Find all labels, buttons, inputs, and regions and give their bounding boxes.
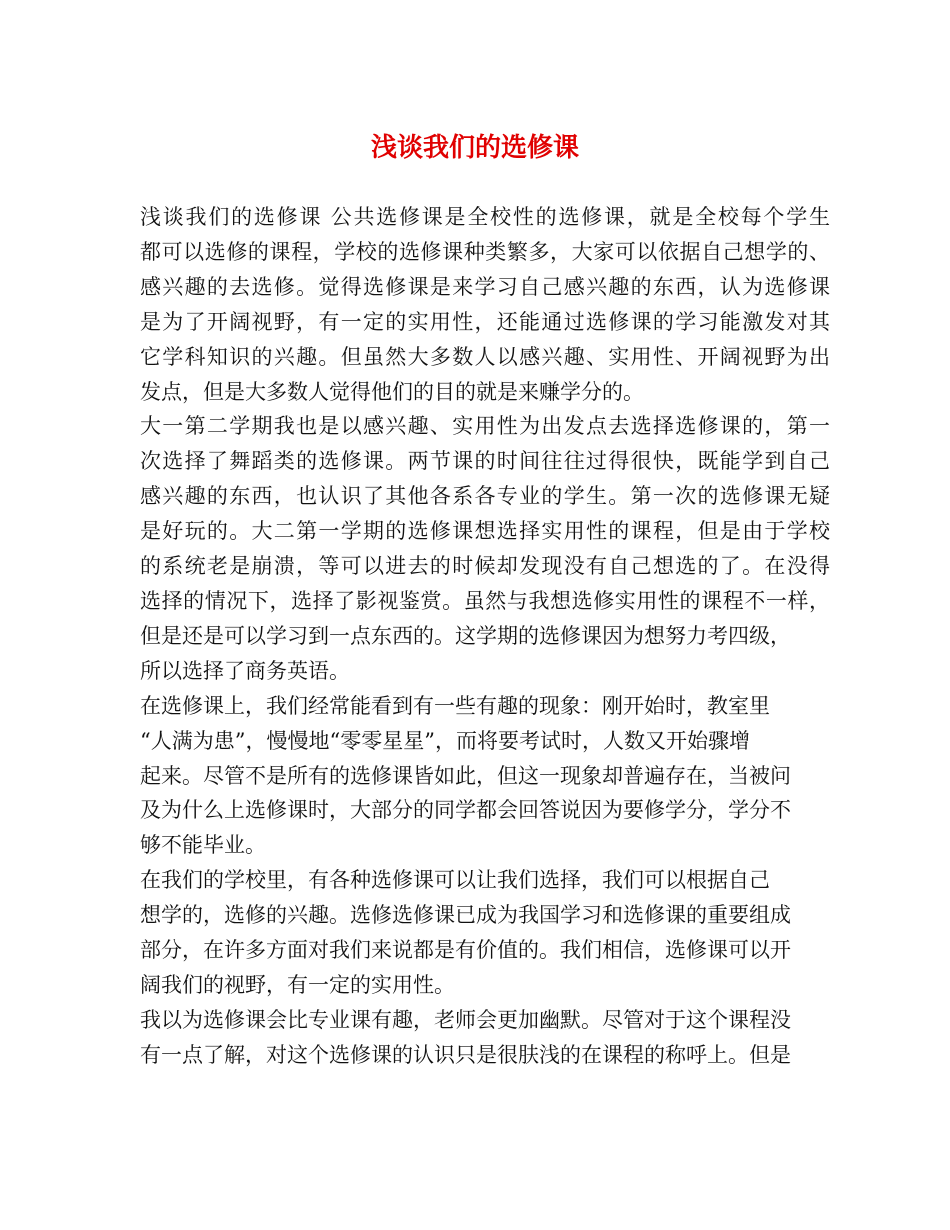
text-line: 我以为选修课会比专业课有趣，老师会更加幽默。尽管对于这个课程没	[140, 1007, 791, 1032]
text-line: 感兴趣的去选修。觉得选修课是来学习自己感兴趣的东西，认为选修课	[140, 274, 830, 299]
text-line: 次选择了舞蹈类的选修课。两节课的时间往往过得很快，既能学到自己	[140, 449, 830, 474]
text-line: 感兴趣的东西，也认识了其他各系各专业的学生。第一次的选修课无疑	[140, 484, 830, 509]
text-line: “人满为患”，慢慢地“零零星星”，而将要考试时，人数又开始骤增	[140, 728, 750, 753]
text-line: 是好玩的。大二第一学期的选修课想选择实用性的课程，但是由于学校	[140, 519, 830, 544]
text-line: 所以选择了商务英语。	[140, 658, 350, 683]
text-line: 它学科知识的兴趣。但虽然大多数人以感兴趣、实用性、开阔视野为出	[140, 344, 830, 369]
text-line: 及为什么上选修课时，大部分的同学都会回答说因为要修学分，学分不	[140, 798, 791, 823]
text-line: 都可以选修的课程，学校的选修课种类繁多，大家可以依据自己想学的、	[140, 239, 830, 264]
text-line: 大一第二学期我也是以感兴趣、实用性为出发点去选择选修课的，第一	[140, 414, 830, 439]
page-title: 浅谈我们的选修课	[370, 133, 579, 163]
text-line: 想学的，选修的兴趣。选修选修课已成为我国学习和选修课的重要组成	[140, 903, 791, 928]
text-line: 发点，但是大多数人觉得他们的目的就是来赚学分的。	[140, 379, 644, 404]
text-line: 浅谈我们的选修课 公共选修课是全校性的选修课，就是全校每个学生	[140, 205, 830, 229]
text-line: 是为了开阔视野，有一定的实用性，还能通过选修课的学习能激发对其	[140, 309, 830, 334]
text-line: 在选修课上，我们经常能看到有一些有趣的现象：刚开始时，教室里	[140, 693, 770, 718]
text-line: 阔我们的视野，有一定的实用性。	[140, 972, 455, 997]
text-line: 起来。尽管不是所有的选修课皆如此，但这一现象却普遍存在，当被问	[140, 763, 791, 788]
text-line: 选择的情况下，选择了影视鉴赏。虽然与我想选修实用性的课程不一样，	[140, 588, 830, 613]
text-line: 但是还是可以学习到一点东西的。这学期的选修课因为想努力考四级，	[140, 623, 791, 648]
article-body	[140, 200, 830, 1073]
text-line: 够不能毕业。	[140, 833, 266, 858]
text-line: 在我们的学校里，有各种选修课可以让我们选择，我们可以根据自己	[140, 868, 770, 893]
text-line: 部分，在许多方面对我们来说都是有价值的。我们相信，选修课可以开	[140, 938, 791, 963]
text-line: 的系统老是崩溃，等可以进去的时候却发现没有自己想选的了。在没得	[140, 554, 830, 579]
text-line: 有一点了解，对这个选修课的认识只是很肤浅的在课程的称呼上。但是	[140, 1042, 791, 1067]
